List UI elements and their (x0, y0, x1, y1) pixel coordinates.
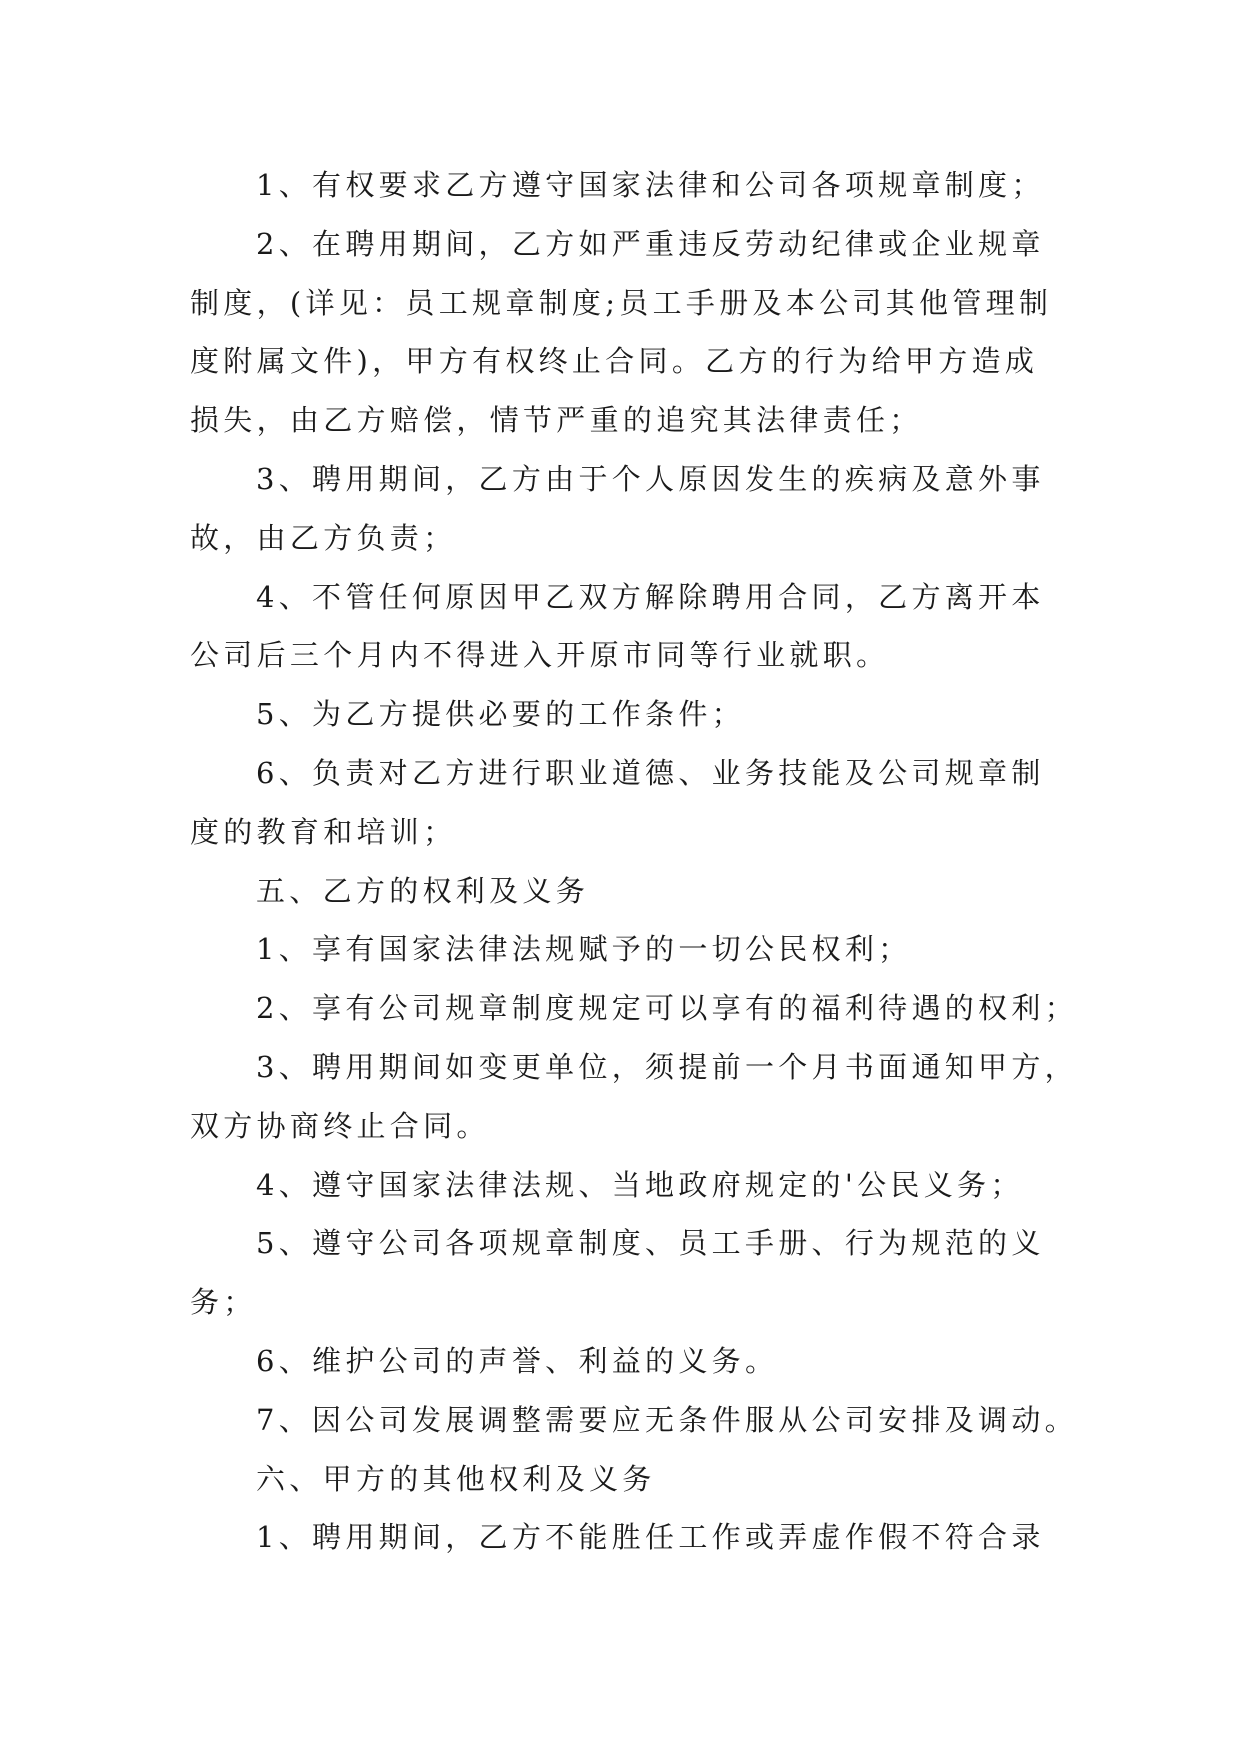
text-line: 五、乙方的权利及义务 (256, 873, 590, 908)
paragraph (190, 1038, 1078, 1156)
text-line: 1、享有国家法律法规赋予的一切公民权利； (256, 932, 912, 967)
text-line: 双方协商终止合同。 (190, 1108, 490, 1143)
paragraph (190, 215, 1052, 450)
text-line: 制度，(详见：员工规章制度;员工手册及本公司其他管理制 (190, 285, 1053, 320)
paragraph (190, 156, 1052, 215)
text-line: 3、聘用期间，乙方由于个人原因发生的疾病及意外事 (256, 461, 1045, 496)
paragraph (190, 1508, 1052, 1567)
paragraph (190, 920, 1052, 979)
paragraph (190, 979, 1078, 1038)
paragraph (190, 685, 1052, 744)
text-line: 六、甲方的其他权利及义务 (256, 1461, 656, 1496)
paragraph (190, 744, 1052, 862)
text-line: 度的教育和培训； (190, 814, 457, 849)
text-line: 6、维护公司的声誉、利益的义务。 (256, 1343, 779, 1378)
text-line: 4、遵守国家法律法规、当地政府规定的'公民义务； (256, 1167, 1024, 1202)
text-line: 2、享有公司规章制度规定可以享有的福利待遇的权利； (256, 991, 1078, 1026)
text-line: 1、聘用期间，乙方不能胜任工作或弄虚作假不符合录 (256, 1520, 1045, 1555)
document-body (190, 156, 1078, 1567)
text-line: 3、聘用期间如变更单位，须提前一个月书面通知甲方， (256, 1049, 1078, 1084)
text-line: 公司后三个月内不得进入开原市同等行业就职。 (190, 638, 890, 673)
paragraph (190, 1391, 1078, 1450)
text-line: 4、不管任何原因甲乙双方解除聘用合同，乙方离开本 (256, 579, 1045, 614)
paragraph (190, 1214, 1052, 1332)
text-line: 5、为乙方提供必要的工作条件； (256, 697, 745, 732)
paragraph (190, 450, 1052, 568)
text-line: 务； (190, 1285, 257, 1320)
paragraph (190, 1332, 1052, 1391)
section-heading (190, 862, 1052, 921)
text-line: 损失，由乙方赔偿，情节严重的追究其法律责任； (190, 403, 923, 438)
text-line: 故，由乙方负责； (190, 520, 457, 555)
text-line: 5、遵守公司各项规章制度、员工手册、行为规范的义 (256, 1226, 1045, 1261)
text-line: 6、负责对乙方进行职业道德、业务技能及公司规章制 (256, 755, 1045, 790)
paragraph (190, 1156, 1052, 1215)
text-line: 1、有权要求乙方遵守国家法律和公司各项规章制度； (256, 168, 1045, 202)
text-line: 7、因公司发展调整需要应无条件服从公司安排及调动。 (256, 1402, 1078, 1437)
text-line: 度附属文件)，甲方有权终止合同。乙方的行为给甲方造成 (190, 344, 1039, 379)
section-heading (190, 1450, 1052, 1509)
text-line: 2、在聘用期间，乙方如严重违反劳动纪律或企业规章 (256, 226, 1045, 261)
paragraph (190, 568, 1052, 686)
